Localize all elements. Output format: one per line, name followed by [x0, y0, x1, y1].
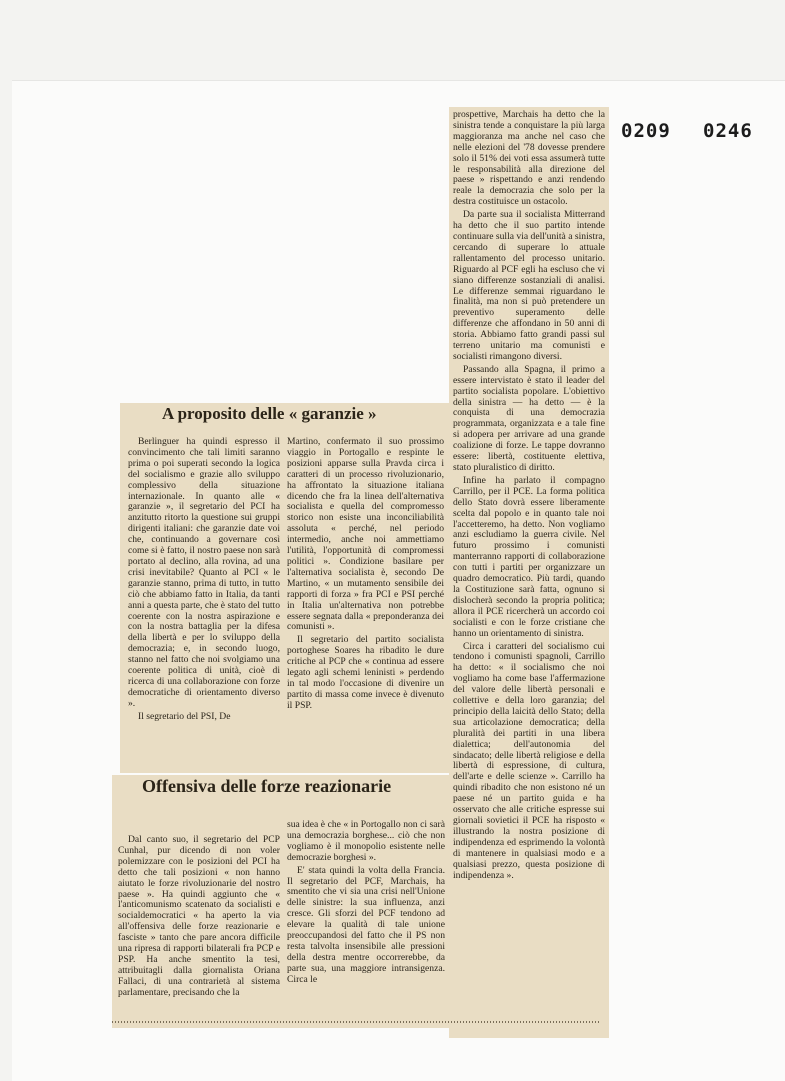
article-2-headline: Offensiva delle forze reazionarie [142, 776, 392, 796]
clipping-article-2 [112, 775, 452, 1028]
paragraph: Da parte sua il socialista Mitterrand ha detto che il suo partito intende continuare sulla via dell'unità a sinistra, cercando di superare lo attuale rallentamento del processo unitario. Riguardo al PCF egli ha escluso che vi siano differenze sostanziali di analisi. Le differenze semmai riguardano le finalità, ma non si può pretendere un preventivo superamento delle differenze che affondano in 50 anni di storia. Abbiamo fatto grandi passi sul terreno unitario ma comunisti e socialisti rimangono diversi. [453, 209, 605, 362]
paragraph: Martino, confermato il suo prossimo viaggio in Portogallo e respinte le posizioni apparse sulla Pravda circa i caratteri di un processo rivoluzionario, ha affrontato la situazione italiana dicendo che fra la linea dell'alternativa socialista e quella del compromesso storico non esiste una inconciliabilità assoluta « perché, nel periodo intermedio, anche noi ammettiamo l'utilità, l'opportunità di compromessi politici ». Condizione basilare per l'alternativa socialista è, secondo De Martino, « un mutamento sensibile dei rapporti di forza » fra PCI e PSI perché in Italia un'alternativa non potrebbe essere segnata dalla « preponderanza dei comunisti ». [287, 437, 444, 633]
paragraph: Circa i caratteri del socialismo cui tendono i comunisti spagnoli, Carrillo ha detto: « il socialismo che noi vogliamo ha come base l'affermazione del valore delle libertà personali e collettive e della loro garanzia; del principio della laicità dello Stato; della sua articolazione democratica; della pluralità dei partiti in una libera dialettica; dell'autonomia del sindacato; delle libertà religiose e della libertà di espressione, di cultura, dell'arte e delle scienze ». Carrillo ha quindi ribadito che non esistono né un paese né un partito guida e ha osservato che alle critiche espresse sui giornali sovietici il PCE ha risposto « illustrando la nostra posizione di indipendenza ed esprimendo la volontà di mantenere in qualsiasi modo e a qualsiasi prezzo, questa posizione di indipendenza ». [453, 640, 605, 881]
paragraph: Dal canto suo, il segretario del PCP Cunhal, pur dicendo di non voler polemizzare con le posizioni del PCI ha detto che tali posizioni « non hanno aiutato le forze rivoluzionarie del nostro paese ». Ha quindi aggiunto che « l'anticomunismo scatenato da socialisti e socialdemocratici « ha aperto la via all'offensiva delle forze reazionarie e fasciste » tanto che pare ancora difficile una ripresa di rapporti bilaterali fra PCP e PSP. Ha anche smentito la tesi, attribuitagli dalla giornalista Oriana Fallaci, di una contrarietà al sistema parlamentare, precisando che la [118, 835, 280, 998]
article-1-headline: A proposito delle « garanzie » [162, 404, 377, 423]
clipping-right-column [449, 107, 609, 1038]
paragraph: Berlinguer ha quindi espresso il convincimento che tali limiti saranno prima o poi superati secondo la logica del socialismo e grazie allo sviluppo complessivo della situazione internazionale. In quanto alle « garanzie », il segretario del PCI ha anzitutto ritorto la questione sui gruppi dirigenti italiani: che garanzie date voi che, continuando a governare così come si è fatto, il nostro paese non sarà portato al declino, alla rovina, ad una crisi inevitabile? Quanto al PCI « le garanzie stanno, prima di tutto, in tutto ciò che abbiamo fatto in Italia, da tanti anni a questa parte, che è stato del tutto coerente con la nostra aspirazione e con la nostra battaglia per la difesa della libertà e per lo sviluppo della democrazia; e, in secondo luogo, stanno nel fatto che noi svolgiamo una coerente politica di unità, cioè di ricerca di una collaborazione con forze democratiche di orientamento diverso ». [128, 437, 280, 709]
article-1-column-1 [128, 437, 280, 771]
paragraph: Il segretario del PSI, De [138, 710, 231, 722]
folder-number-1: 0209 [621, 120, 671, 142]
folder-number-2: 0246 [703, 120, 753, 142]
paragraph: Il segretario del partito socialista portoghese Soares ha ribadito le dure critiche al PCP che « continua ad essere legato agli schemi leninisti » perdendo in tal modo l'occasione di divenire un partito di massa come invece è divenuto il PSP. [287, 634, 444, 711]
paragraph: prospettive, Marchais ha detto che la sinistra tende a conquistare la più larga maggioranza ma anche nel caso che nelle elezioni del '78 dovesse prendere solo il 51% dei voti essa assumerà tutte le responsabilità alla direzione del paese » rispettando e anzi rendendo reale la democrazia che solo per la destra costituisce un ostacolo. [453, 109, 605, 208]
clipping-article-1 [120, 403, 452, 773]
clipping-edge-rule [112, 1021, 601, 1023]
article-1-column-2 [287, 437, 444, 771]
paragraph: E' stata quindi la volta della Francia. Il segretario del PCF, Marchais, ha smentito che vi sia una crisi nell'Unione delle sinistre: la sua influenza, anzi cresce. Gli sforzi del PCF tendono ad elevare la qualità di tale unione preoccupandosi del fatto che il PS non resta talvolta insensibile alle pressioni della destra mentre occorrerebbe, da parte sua, una maggiore intransigenza. Circa le [287, 864, 445, 985]
paragraph: Passando alla Spagna, il primo a essere intervistato è stato il leader del partito socialista popolare. L'obiettivo della sinistra — ha detto — è la conquista di una democrazia programmata, organizzata e a tale fine si adopera per arrivare ad una grande coalizione di forze. Le tappe dovranno essere: libertà, costituente elettiva, stato pluralistico di diritto. [453, 363, 605, 473]
paragraph: Infine ha parlato il compagno Carrillo, per il PCE. La forma politica dello Stato dovrà essere liberamente scelta dal popolo e in quanto tale noi l'accetteremo, ha detto. Non vogliamo anzi escludiamo la guerra civile. Nel futuro prossimo i comunisti manterranno rapporti di collaborazione con tutti i partiti per organizzare un quadro democratico. Più tardi, quando la Costituzione sarà fatta, ognuno si dislocherà secondo la propria politica; allora il PCE ricercherà un accordo coi socialisti e con le forze cristiane che hanno un orientamento di sinistra. [453, 474, 605, 639]
article-2-column-2 [287, 820, 445, 1015]
article-2-column-1 [118, 835, 280, 1015]
paragraph: sua idea è che « in Portogallo non ci sarà una democrazia borghese... ciò che non vogliamo è il monopolio esistente nelle democrazie borghesi ». [287, 820, 445, 863]
